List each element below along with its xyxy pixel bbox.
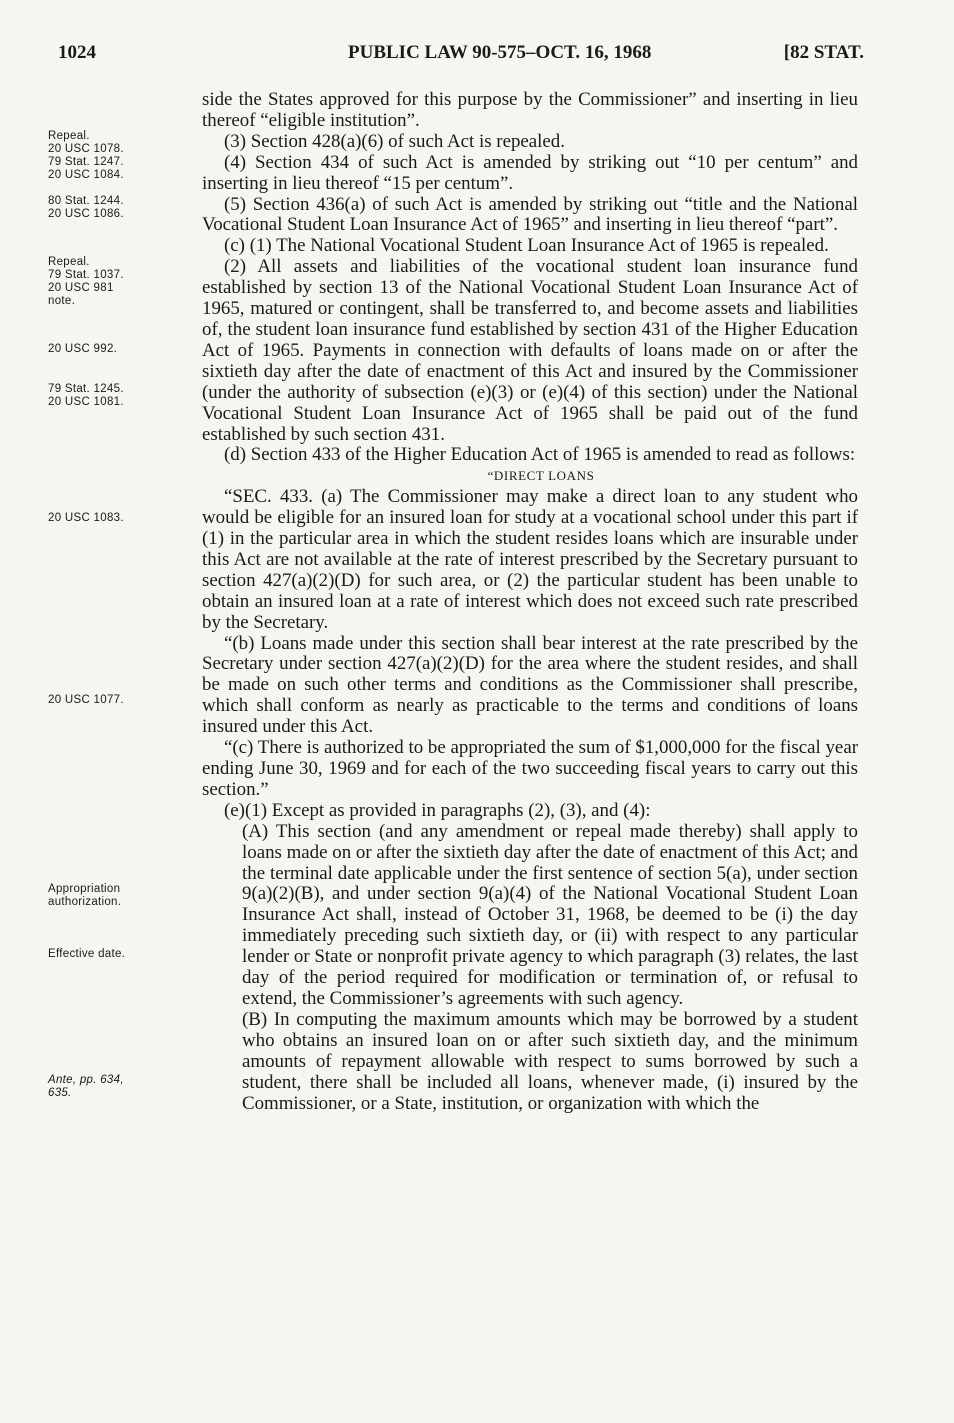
statute-reference: [82 STAT. <box>783 42 864 63</box>
paragraph: (4) Section 434 of such Act is amended by striking out “10 per centum” and inserting in lieu thereof “15 per centum”. <box>202 151 858 194</box>
paragraph: (d) Section 433 of the Higher Education Act of 1965 is amended to read as follows: <box>224 444 856 466</box>
margin-note: 20 USC 1077. <box>48 694 124 706</box>
paragraph: “(c) There is authorized to be appropriated the sum of $1,000,000 for the fiscal year ending June 30, 1969 and for each of the two succeeding fiscal years to carry out this section.” <box>202 737 858 800</box>
paragraph: (3) Section 428(a)(6) of such Act is repealed. <box>224 130 565 152</box>
margin-note: Effective date. <box>48 948 126 960</box>
margin-note: 20 USC 992. <box>48 343 118 355</box>
page-header <box>58 42 864 74</box>
margin-note: Appropriation authorization. <box>48 883 122 908</box>
subparagraph: (A) This section (and any amendment or repeal made thereby) shall apply to loans made on or after the sixtieth day after the date of enactment of this Act; and the terminal date applicable under the first sentence of section 5(a), under section 9(a)(2)(B), and under section 9(a)(4) of the National Vocational Student Loan Insurance Act shall, instead of October 31, 1968, be deemed to be (i) the day immediately preceding such sixtieth day, or (ii) with respect to any particular lender or State or nonprofit private agency to which paragraph (3) relates, the last day of the period required for modification or termination of, or refusal to extend, the Commissioner’s agreements with such agency. <box>242 820 858 1009</box>
margin-note: Repeal. 79 Stat. 1037. 20 USC 981 note. <box>48 256 124 307</box>
paragraph: (c) (1) The National Vocational Student Loan Insurance Act of 1965 is repealed. <box>224 235 829 257</box>
running-head: PUBLIC LAW 90-575–OCT. 16, 1968 <box>348 42 652 63</box>
subparagraph: (B) In computing the maximum amounts which may be borrowed by a student who obtains an insured loan on or after such sixtieth day, and the minimum amounts of repayment allowable with respect to sums borrowed by such a student, there shall be included all loans, whenever made, (i) insured by the Commissioner, or a State, institution, or organization with which the <box>242 1008 858 1114</box>
margin-note: 79 Stat. 1245. 20 USC 1081. <box>48 383 124 408</box>
page-number: 1024 <box>58 42 96 63</box>
paragraph: side the States approved for this purpose by the Commissioner” and inserting in lieu thereof “eligible institution”. <box>202 89 858 131</box>
paragraph: (e)(1) Except as provided in paragraphs (2), (3), and (4): <box>224 799 651 821</box>
paragraph: “(b) Loans made under this section shall bear interest at the rate prescribed by the Secretary under section 427(a)(2)(D) for the area where the student resides, and shall be made on such other terms and conditions as the Commissioner shall prescribe, which shall conform as nearly as practicable to the terms and conditions of loans insured under this Act. <box>202 632 858 738</box>
statute-text <box>202 90 858 1114</box>
margin-note: Repeal. 20 USC 1078. 79 Stat. 1247. 20 USC 1084. <box>48 130 124 181</box>
margin-note: Ante, pp. 634, 635. <box>48 1074 124 1099</box>
paragraph: (2) All assets and liabilities of the vocational student loan insurance fund established by section 13 of the National Vocational Student Loan Insurance Act of 1965, matured or contingent, shall be transferred to, and become assets and liabilities of, the student loan insurance fund established by section 431 of the Higher Education Act of 1965. Payments in connection with defaults of loans made on or after the sixtieth day after the date of enactment of this Act and insured by the Commissioner (under the authority of subsection (e)(3) or (e)(4) of this section) under the National Vocational Student Loan Insurance Act of 1965 shall be paid out of the fund established by such section 431. <box>202 256 858 445</box>
margin-note: 80 Stat. 1244. 20 USC 1086. <box>48 195 124 220</box>
paragraph: “SEC. 433. (a) The Commissioner may make a direct loan to any student who would be eligible for an insured loan for study at a vocational school under this part if (1) in the particular area in which the student resides loans which are insurable under this Act are not available at the rate of interest prescribed by the Secretary pursuant to section 427(a)(2)(D) for such area, or (2) the particular student has been unable to obtain an insured loan at a rate of interest which does not exceed such rate prescribed by the Secretary. <box>202 486 858 633</box>
section-heading: “DIRECT LOANS <box>487 468 595 484</box>
margin-note: 20 USC 1083. <box>48 512 124 524</box>
paragraph: (5) Section 436(a) of such Act is amended by striking out “title and the National Vocational Student Loan Insurance Act of 1965” and inserting in lieu thereof “part”. <box>202 193 858 236</box>
